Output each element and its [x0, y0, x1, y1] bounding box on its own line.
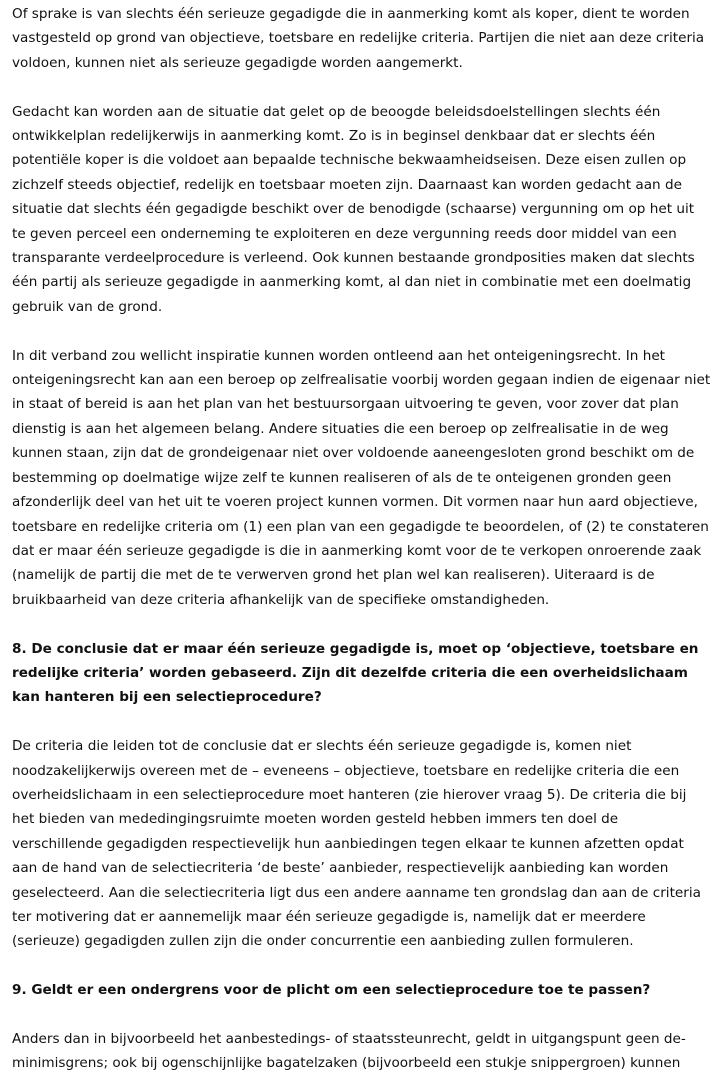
paragraph-expropriation-law: In dit verband zou wellicht inspiratie kunnen worden ontleend aan het onteigeningsrecht. In het onteigeningsrecht kan aan een beroep op zelfrealisatie voorbij worden gegaan indien de eigenaar niet in staat of bereid is aan het plan van het bestuursorgaan uitvoering te geven, voor zover dat plan dienstig is aan het algemeen belang. Andere situaties die een beroep op zelfrealisatie in de weg kunnen staan, zijn dat de grondeigenaar niet over voldoende aaneengesloten grond beschikt om de bestemming op doelmatige wijze zelf te kunnen realiseren of als de te onteigenen gronden geen afzonderlijk deel van het uit te voeren project kunnen vormen. Dit vormen naar hun aard objectieve, toetsbare en redelijke criteria om (1) een plan van een gegadigde te beoordelen, of (2) te constateren dat er maar één serieuze gegadigde is die in aanmerking komt voor de te verkopen onroerende zaak (namelijk de partij die met de te verwerven grond het plan wel kan realiseren). Uiteraard is de bruikbaarheid van deze criteria afhankelijk van de specifieke omstandigheden.	[12, 347, 711, 608]
question-8-heading: 8. De conclusie dat er maar één serieuze gegadigde is, moet op ‘objectieve, toetsbare en redelijke criteria’ worden gebaseerd. Zijn dit dezelfde criteria die een overheidslichaam kan hanteren bij een selectieprocedure?	[12, 640, 699, 706]
paragraph-serious-bidder-criteria: Of sprake is van slechts één serieuze gegadigde die in aanmerking komt als koper, dient te worden vastgesteld op grond van objectieve, toetsbare en redelijke criteria. Partijen die niet aan deze criteria voldoen, kunnen niet als serieuze gegadigde worden aangemerkt.	[12, 6, 705, 71]
paragraph-examples-single-bidder: Gedacht kan worden aan de situatie dat gelet op de beoogde beleidsdoelstellingen slechts één ontwikkelplan redelijkerwijs in aanmerking komt. Zo is in beginsel denkbaar dat er slechts één potentiële koper is die voldoet aan bepaalde technische bekwaamheidseisen. Deze eisen zullen op zichzelf steeds objectief, redelijk en toetsbaar moeten zijn. Daarnaast kan worden gedacht aan de situatie dat slechts één gegadigde beschikt over de benodigde (schaarse) vergunning om op het uit te geven perceel een onderneming te exploiteren en deze vergunning reeds door middel van een transparante verdeelprocedure is verleend. Ook kunnen bestaande grondposities maken dat slechts één partij als serieuze gegadigde in aanmerking komt, al dan niet in combinatie met een doelmatig gebruik van de grond.	[12, 103, 695, 315]
question-9-heading: 9. Geldt er een ondergrens voor de plicht om een selectieprocedure toe te passen?	[12, 982, 651, 999]
question-8-answer: De criteria die leiden tot de conclusie dat er slechts één serieuze gegadigde is, komen niet noodzakelijkerwijs overeen met de – eveneens – objectieve, toetsbare en redelijke criteria die een overheidslichaam in een selectieprocedure moet hanteren (zie hierover vraag 5). De criteria die bij het bieden van mededingingsruimte moeten worden gesteld hebben immers ten doel de verschillende gegadigden respectievelijk hun aanbiedingen tegen elkaar te kunnen afzetten opdat aan de hand van de selectiecriteria ‘de beste’ aanbieder, respectievelijk aanbieding kan worden geselecteerd. Aan die selectiecriteria ligt dus een andere aanname ten grondslag dan aan de criteria ter motivering dat er aannemelijk maar één serieuze gegadigde is, namelijk dat er meerdere (serieuze) gegadigden zullen zijn die onder concurrentie een aanbieding zullen formuleren.	[12, 738, 701, 950]
question-9-answer: Anders dan in bijvoorbeeld het aanbestedings- of staatssteunrecht, geldt in uitgangspunt geen de-minimisgrens; ook bij ogenschijnlijke bagatelzaken (bijvoorbeeld een stukje snippergroen) kunnen	[12, 1030, 686, 1072]
